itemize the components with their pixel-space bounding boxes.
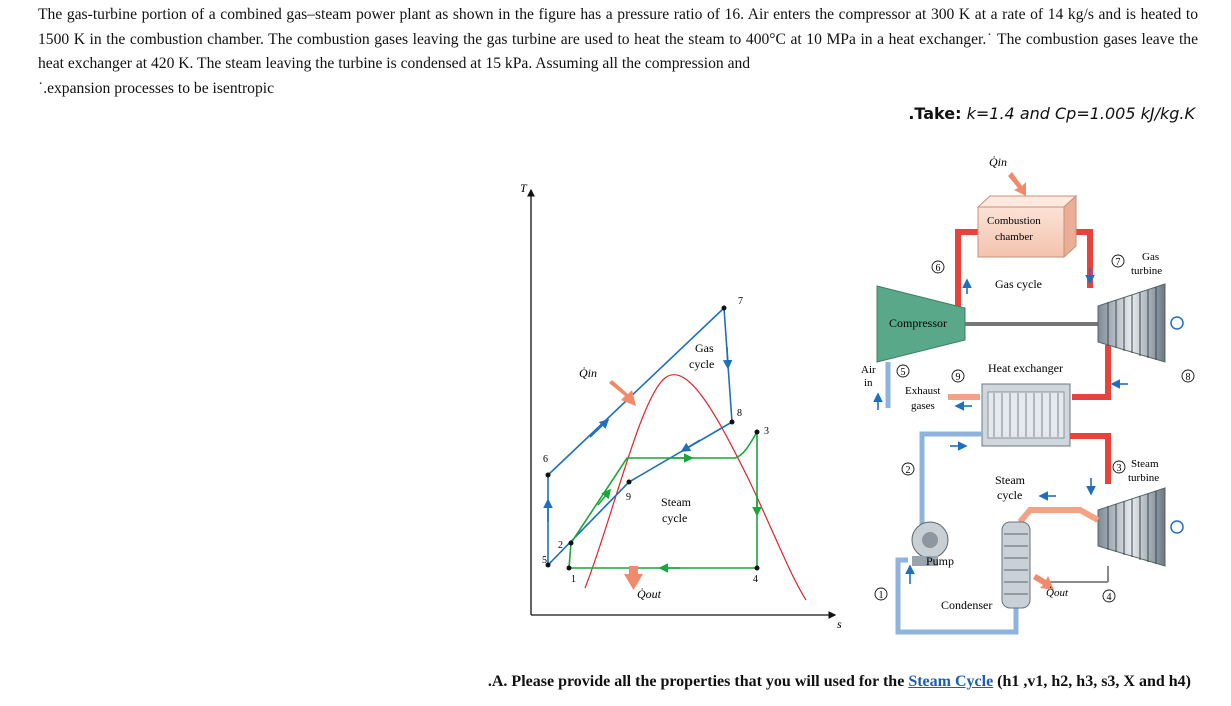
problem-line-4: ˙.expansion processes to be isentropic bbox=[38, 79, 275, 97]
ts-q-out-label: Q̇out bbox=[637, 587, 661, 601]
question-prefix: .A. Please provide all the properties that you will used for the bbox=[487, 673, 909, 690]
hot-pipe-left bbox=[958, 232, 978, 312]
steam-cycle-label-1: Steam bbox=[995, 473, 1025, 487]
problem-line-2: kg/s and is heated to 1500 K in the combustion chamber. The combustion gases leaving the gas turbine are used to heat the steam to 400°C at 10 MPa in a heat bbox=[38, 6, 1198, 48]
feedwater-pipe bbox=[922, 434, 982, 528]
exhaust-label-2: gases bbox=[911, 400, 935, 412]
take-label: .Take: bbox=[908, 104, 962, 123]
steam-cycle-label-2: cycle bbox=[997, 488, 1023, 502]
combustion-label-2: chamber bbox=[995, 231, 1033, 243]
steam-turbine-output-icon bbox=[1171, 521, 1183, 533]
question-a bbox=[488, 673, 1191, 691]
condenser bbox=[1002, 522, 1030, 608]
ts-q-in-label: Q̇in bbox=[579, 366, 597, 380]
gas-turbine-output-icon bbox=[1171, 317, 1183, 329]
steam-cycle-link[interactable]: Steam Cycle bbox=[908, 673, 994, 690]
schematic-state-8: 8 bbox=[1185, 372, 1191, 383]
schematic-state-2: 2 bbox=[905, 465, 911, 476]
combustion-label-1: Combustion bbox=[987, 215, 1041, 227]
ts-q-in-arrow bbox=[609, 380, 636, 406]
schematic-state-1: 1 bbox=[878, 590, 884, 601]
ts-gas-cycle-label-1: Gas bbox=[695, 341, 714, 355]
pump-label: Pump bbox=[926, 554, 955, 568]
condenser-label: Condenser bbox=[941, 598, 993, 612]
air-label-2: in bbox=[864, 377, 873, 389]
problem-line-1: The gas-turbine portion of a combined gas–steam power plant as shown in the figure has a pressure ratio of 16. Air enters the compressor at 300 K at a rate of 14 bbox=[38, 6, 1064, 23]
gas-turbine-label-1: Gas bbox=[1142, 251, 1160, 263]
ts-state-3: 3 bbox=[764, 426, 769, 437]
turbine-exhaust-pipe bbox=[1020, 510, 1098, 522]
q-in-arrow bbox=[1008, 172, 1026, 196]
schematic-state-7: 7 bbox=[1115, 257, 1121, 268]
take-values: k=1.4 and Cp=1.005 kJ/kg.K bbox=[966, 104, 1195, 123]
schematic-state-4: 4 bbox=[1106, 592, 1112, 603]
exhaust-pipe bbox=[1072, 345, 1108, 397]
ts-diagram bbox=[520, 181, 842, 631]
t-axis-label: T bbox=[520, 181, 527, 195]
question-suffix: (h1 ,v1, h2, h3, s3, X and h4) bbox=[993, 673, 1191, 690]
gas-arrow-diag bbox=[590, 420, 608, 437]
plant-schematic bbox=[861, 155, 1194, 632]
schematic-state-3: 3 bbox=[1116, 463, 1122, 474]
schematic-state-9: 9 bbox=[955, 372, 961, 383]
s-axis-label: s bbox=[837, 617, 842, 631]
ts-state-7: 7 bbox=[738, 296, 743, 307]
steam-out-pipe bbox=[1070, 436, 1108, 484]
gas-turbine-label-2: turbine bbox=[1131, 265, 1163, 277]
schematic-state-6: 6 bbox=[935, 263, 941, 274]
ts-state-4: 4 bbox=[753, 574, 758, 585]
ts-state-6: 6 bbox=[543, 454, 548, 465]
air-label-1: Air bbox=[861, 364, 876, 376]
ts-gas-cycle-label-2: cycle bbox=[689, 357, 715, 371]
ts-state-1: 1 bbox=[571, 574, 576, 585]
steam-turbine-label-1: Steam bbox=[1131, 458, 1159, 470]
problem-line-3: exchanger.˙ The combustion gases leave the heat exchanger at 420 K. The steam leaving the turbine is condensed at 15 kPa. Assuming all the compression and bbox=[38, 30, 1198, 72]
ts-state-9: 9 bbox=[626, 492, 631, 503]
ts-state-5: 5 bbox=[542, 555, 547, 566]
ts-state-2: 2 bbox=[558, 540, 563, 551]
ts-steam-cycle-label-1: Steam bbox=[661, 495, 691, 509]
gas-cycle-label: Gas cycle bbox=[995, 277, 1042, 291]
ts-state-8: 8 bbox=[737, 408, 742, 419]
steam-turbine-label-2: turbine bbox=[1128, 472, 1160, 484]
condensate-pipe bbox=[898, 560, 1016, 632]
schematic-q-in-label: Q̇in bbox=[989, 155, 1007, 169]
ts-steam-cycle-label-2: cycle bbox=[662, 511, 688, 525]
gas-arrow-down bbox=[727, 347, 728, 368]
heat-exchanger-label: Heat exchanger bbox=[988, 361, 1063, 375]
schematic-q-out-label: Q̇out bbox=[1046, 587, 1068, 599]
schematic-state-5: 5 bbox=[900, 367, 906, 378]
gas-arrow-return bbox=[682, 440, 700, 451]
exhaust-label-1: Exhaust bbox=[905, 385, 941, 397]
compressor-label: Compressor bbox=[889, 316, 947, 330]
